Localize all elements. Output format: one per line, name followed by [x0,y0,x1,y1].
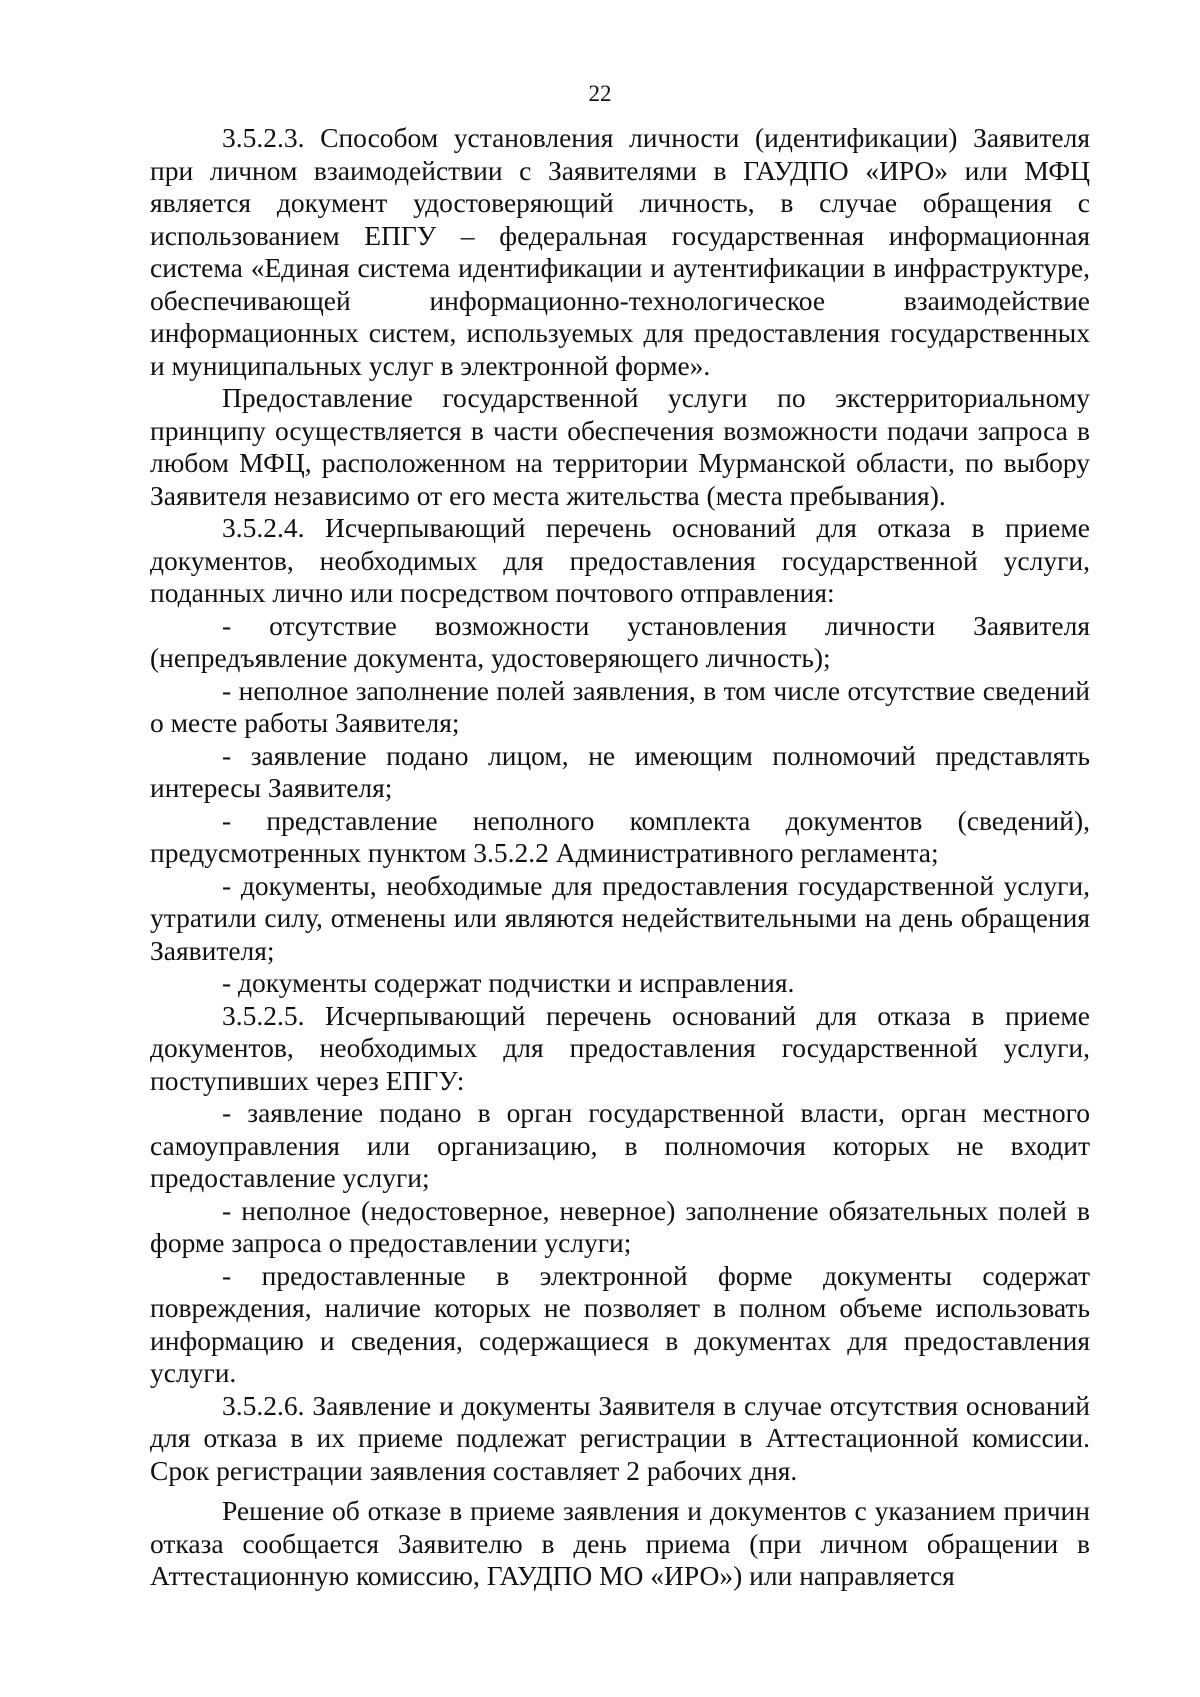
list-item: - заявление подано лицом, не имеющим полномочий представлять интересы Заявителя; [150,739,1090,803]
list-item: - неполное (недостоверное, неверное) заполнение обязательных полей в форме запроса о предоставлении услуги; [150,1194,1090,1258]
list-item: - документы содержат подчистки и исправления. [222,967,795,998]
document-body [150,122,1090,1593]
list-item: - неполное заполнение полей заявления, в том числе отсутствие сведений о месте работы Заявителя; [150,674,1090,738]
list-item: - отсутствие возможности установления личности Заявителя (непредъявление документа, удостоверяющего личность); [150,609,1090,673]
list-item: - предоставленные в электронной форме документы содержат повреждения, наличие которых не позволяет в полном объеме использовать информацию и сведения, содержащиеся в документах для предоставления услуги. [150,1259,1090,1388]
list-item: - представление неполного комплекта документов (сведений), предусмотренных пунктом 3.5.2.2 Административного регламента; [150,804,1090,868]
list-item: - заявление подано в орган государственной власти, орган местного самоуправления или организацию, в полномочия которых не входит предоставление услуги; [150,1097,1090,1193]
paragraph-3-5-2-3: 3.5.2.3. Способом установления личности (идентификации) Заявителя при личном взаимодействии с Заявителями в ГАУДПО «ИРО» или МФЦ является документ удостоверяющий личность, в случае обращения с использованием ЕПГУ – федеральная государственная информационная система «Единая система идентификации и аутентификации в инфраструктуре, обеспечивающей информационно-технологическое взаимодействие информационных систем, используемых для предоставления государственных и муниципальных услуг в электронной форме». [150,122,1090,381]
page-number: 22 [588,81,612,106]
paragraph-3-5-2-4: 3.5.2.4. Исчерпывающий перечень оснований для отказа в приеме документов, необходимых для предоставления государственной услуги, поданных лично или посредством почтового отправления: [150,512,1090,608]
list-item: - документы, необходимые для предоставления государственной услуги, утратили силу, отменены или являются недействительными на день обращения Заявителя; [150,869,1090,966]
paragraph-3-5-2-6: 3.5.2.6. Заявление и документы Заявителя в случае отсутствия оснований для отказа в их приеме подлежат регистрации в Аттестационной комиссии. Срок регистрации заявления составляет 2 рабочих дня. [150,1389,1090,1486]
paragraph-extraterritorial: Предоставление государственной услуги по экстерриториальному принципу осуществляется в части обеспечения возможности подачи запроса в любом МФЦ, расположенном на территории Мурманской области, по выбору Заявителя независимо от его места жительства (места пребывания). [150,382,1090,511]
paragraph-refusal-decision: Решение об отказе в приеме заявления и документов с указанием причин отказа сообщается Заявителю в день приема (при личном обращении в Аттестационную комиссию, ГАУДПО МО «ИРО») или направляется [150,1495,1090,1591]
paragraph-3-5-2-5: 3.5.2.5. Исчерпывающий перечень оснований для отказа в приеме документов, необходимых для предоставления государственной услуги, поступивших через ЕПГУ: [150,999,1090,1096]
